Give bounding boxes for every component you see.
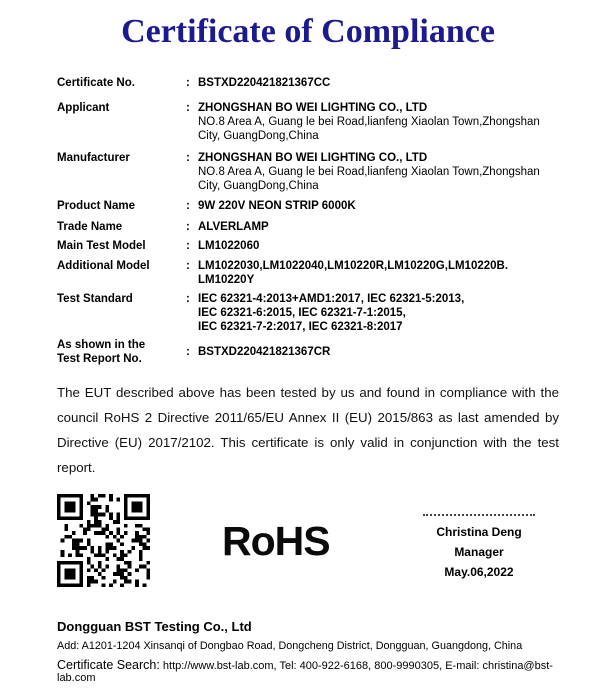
main-test-model-label: Main Test Model: [57, 240, 146, 252]
test-report-no-label-line1: As shown in the: [57, 339, 146, 351]
footer: [57, 619, 576, 684]
additional-model-line1: LM1022030,LM1022040,LM10220R,LM10220G,LM10220B.: [198, 260, 509, 272]
certificate-title: Certificate of Compliance: [121, 13, 495, 50]
compliance-statement: The EUT described above has been tested by us and found in compliance with the council RoHS 2 Directive 2011/65/EU Annex II (EU) 2015/863 as last amended by Directive (EU) 2017/2102. This certificate is only valid in conjunction with the test report.: [57, 385, 559, 475]
test-standard-label: Test Standard: [57, 293, 133, 305]
certificate-no-label: Certificate No.: [57, 77, 135, 89]
test-standard-line1: IEC 62321-4:2013+AMD1:2017, IEC 62321-5:2013,: [198, 293, 465, 305]
manufacturer-value: [198, 151, 559, 193]
test-standard-line2: IEC 62321-6:2015, IEC 62321-7-1:2015,: [198, 307, 406, 319]
field-colon: :: [186, 102, 190, 114]
footer-address: Add: A1201-1204 Xinsanqi of Dongbao Road, Dongcheng District, Dongguan, Guangdong, China: [57, 640, 523, 652]
footer-search-label: Certificate Search:: [57, 658, 160, 672]
manufacturer-label: Manufacturer: [57, 152, 130, 164]
field-row-main-test-model: [57, 239, 559, 253]
applicant-address-line1: NO.8 Area A, Guang le bei Road,lianfeng Xiaolan Town,Zhongshan: [198, 116, 540, 128]
field-row-applicant: [57, 101, 559, 143]
applicant-label: Applicant: [57, 102, 110, 114]
additional-model-value: [198, 259, 559, 287]
product-name-label: Product Name: [57, 200, 135, 212]
test-standard-value: [198, 292, 559, 334]
manufacturer-address-line2: City, GuangDong,China: [198, 180, 319, 192]
product-name-value: 9W 220V NEON STRIP 6000K: [198, 200, 356, 212]
applicant-name: ZHONGSHAN BO WEI LIGHTING CO., LTD: [198, 102, 428, 114]
qr-code-icon: [57, 494, 150, 587]
field-row-manufacturer: [57, 151, 559, 193]
field-colon: :: [186, 221, 190, 233]
trade-name-label: Trade Name: [57, 221, 123, 233]
field-colon: :: [186, 260, 190, 272]
field-row-trade-name: [57, 220, 559, 234]
footer-contact-line: [57, 658, 576, 684]
certificate-fields: [57, 76, 559, 366]
field-row-product-name: [57, 199, 559, 213]
test-report-no-label: [57, 338, 186, 366]
rohs-mark: RoHS: [222, 518, 330, 564]
applicant-value: [198, 101, 559, 143]
field-row-test-report-no: [57, 338, 559, 366]
signature-block: [399, 514, 559, 582]
signatory-role: Manager: [454, 545, 504, 559]
applicant-address-line2: City, GuangDong,China: [198, 130, 319, 142]
footer-search-value: http://www.bst-lab.com, Tel: 400-922-6168, 800-9990305, E-mail: christina@bst-lab.com: [57, 660, 553, 684]
marks-row: [57, 494, 559, 587]
test-report-no-label-line2: Test Report No.: [57, 353, 142, 365]
field-colon: :: [186, 240, 190, 252]
additional-model-line2: LM10220Y: [198, 274, 255, 286]
field-row-test-standard: [57, 292, 559, 334]
manufacturer-name: ZHONGSHAN BO WEI LIGHTING CO., LTD: [198, 152, 428, 164]
field-colon: :: [186, 293, 190, 305]
manufacturer-address-line1: NO.8 Area A, Guang le bei Road,lianfeng Xiaolan Town,Zhongshan: [198, 166, 540, 178]
field-colon: :: [186, 200, 190, 212]
trade-name-value: ALVERLAMP: [198, 221, 269, 233]
field-colon: :: [186, 77, 190, 89]
additional-model-label: Additional Model: [57, 260, 150, 272]
certificate-no-value: BSTXD220421821367CC: [198, 77, 331, 89]
footer-company-name: Dongguan BST Testing Co., Ltd: [57, 619, 252, 634]
test-standard-line3: IEC 62321-7-2:2017, IEC 62321-8:2017: [198, 321, 403, 333]
test-report-no-value: BSTXD220421821367CR: [198, 346, 331, 358]
signature-dotted-line: [423, 514, 535, 516]
signature-date: May.06,2022: [444, 565, 514, 579]
signatory-name: Christina Deng: [436, 525, 522, 539]
main-test-model-value: LM1022060: [198, 240, 260, 252]
field-colon: :: [186, 346, 190, 358]
field-row-additional-model: [57, 259, 559, 287]
field-row-certificate-no: [57, 76, 559, 90]
field-colon: :: [186, 152, 190, 164]
